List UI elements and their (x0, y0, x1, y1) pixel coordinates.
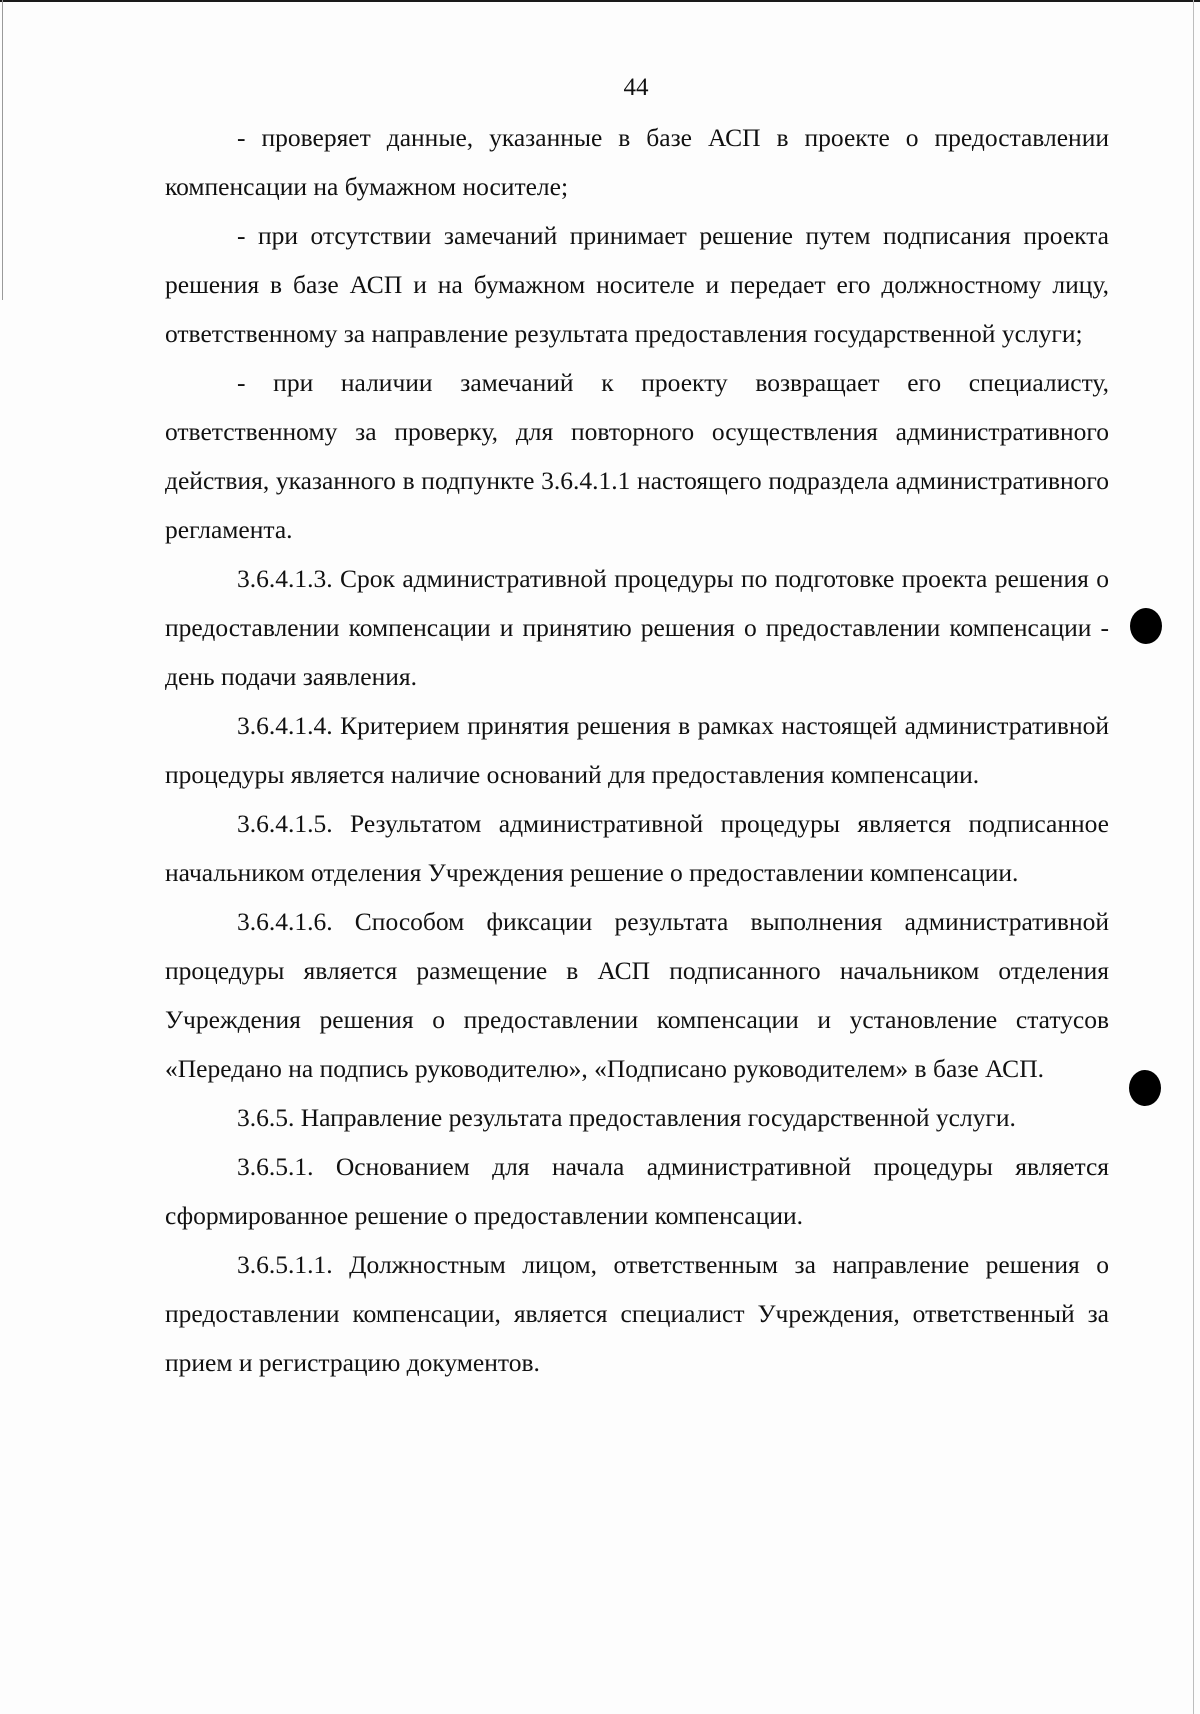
paragraph: 3.6.4.1.3. Срок административной процедуры по подготовке проекта решения о предоставлении компенсации и принятию решения о предоставлении компенсации - день подачи заявления. (165, 564, 1109, 691)
punch-hole (1130, 608, 1162, 644)
punch-hole (1129, 1070, 1161, 1106)
paragraph: 3.6.5.1. Основанием для начала административной процедуры является сформированное решение о предоставлении компенсации. (165, 1152, 1109, 1230)
page-number: 44 (623, 74, 649, 101)
scan-right-edge (1193, 0, 1194, 1714)
scan-top-edge (0, 0, 1200, 2)
paragraph: 3.6.4.1.6. Способом фиксации результата выполнения административной процедуры является размещение в АСП подписанного начальником отделения Учреждения решения о предоставлении компенсации и установление статусов «Передано на подпись руководителю», «Подписано руководителем» в базе АСП. (165, 907, 1109, 1083)
scan-left-edge (2, 0, 3, 300)
paragraph: 3.6.5.1.1. Должностным лицом, ответственным за направление решения о предоставлении компенсации, является специалист Учреждения, ответственный за прием и регистрацию документов. (165, 1250, 1109, 1377)
paragraph: 3.6.4.1.5. Результатом административной процедуры является подписанное начальником отделения Учреждения решение о предоставлении компенсации. (165, 809, 1109, 887)
paragraph: - при отсутствии замечаний принимает решение путем подписания проекта решения в базе АСП и на бумажном носителе и передает его должностному лицу, ответственному за направление результата предоставления государственной услуги; (165, 221, 1109, 348)
document-body (165, 113, 1109, 1387)
paragraph: - при наличии замечаний к проекту возвращает его специалисту, ответственному за проверку, для повторного осуществления административного действия, указанного в подпункте 3.6.4.1.1 настоящего подраздела административного регламента. (165, 368, 1109, 544)
paragraph: 3.6.4.1.4. Критерием принятия решения в рамках настоящей административной процедуры является наличие оснований для предоставления компенсации. (165, 711, 1109, 789)
paragraph: - проверяет данные, указанные в базе АСП в проекте о предоставлении компенсации на бумажном носителе; (165, 123, 1109, 201)
paragraph: 3.6.5. Направление результата предоставления государственной услуги. (237, 1103, 1016, 1132)
